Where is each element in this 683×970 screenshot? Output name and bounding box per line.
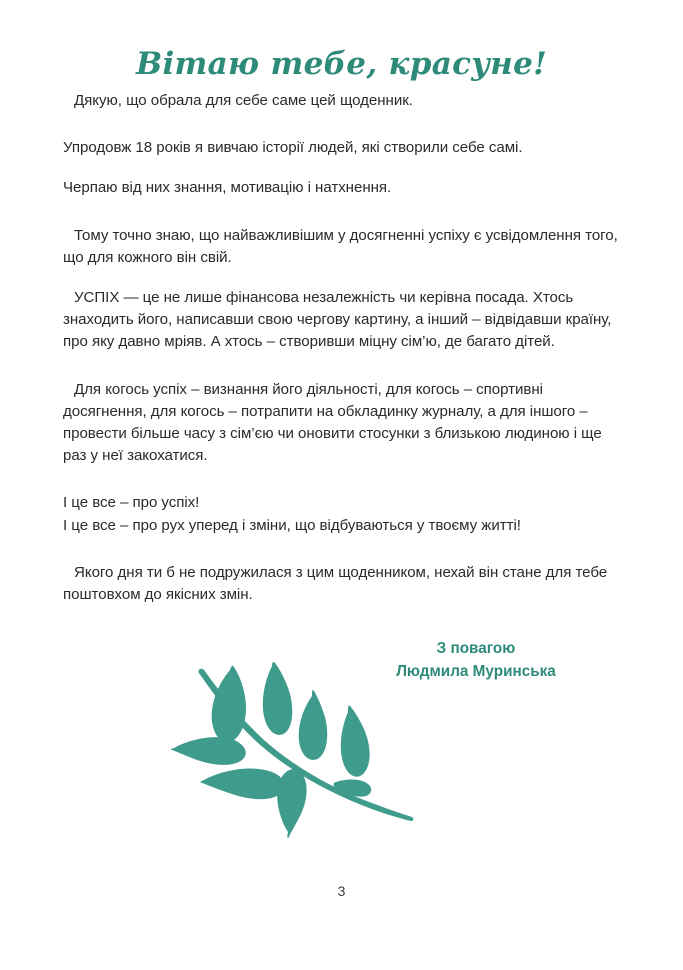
paragraph-about-change: І це все – про рух уперед і зміни, що відбуваються у твоєму житті!	[63, 516, 521, 534]
page-number: 3	[337, 883, 346, 899]
spacer	[63, 159, 621, 177]
spacer	[63, 200, 621, 225]
paragraph-years: Упродовж 18 років я вивчаю історії людей, які створили себе самі.	[63, 139, 523, 157]
body-text	[63, 90, 621, 606]
olive-branch-icon	[168, 662, 458, 842]
signature-name: Людмила Муринська	[396, 663, 556, 680]
paragraph-about-success: І це все – про успіх!	[63, 494, 200, 512]
spacer	[63, 112, 621, 137]
page-title: Вітаю тебе, красуне!	[135, 46, 547, 82]
paragraph-success-definition: УСПІХ — це не лише фінансова незалежність чи керівна посада. Хтось знаходить його, написавши свою чергову картину, а інший – відвідавши країну, про яку давно мріяв. А хтось – створивши міцну сім’ю, де багато дітей.	[63, 289, 612, 351]
signature-closing: З повагою	[436, 640, 516, 657]
spacer	[63, 269, 621, 287]
spacer	[63, 537, 621, 562]
paragraph-thanks: Дякую, що обрала для себе саме цей щоденник.	[74, 92, 413, 109]
spacer	[63, 467, 621, 492]
paragraph-awareness: Тому точно знаю, що найважливішим у досягненні успіху є усвідомлення того, що для кожного він свій.	[63, 226, 618, 266]
paragraph-inspiration: Черпаю від них знання, мотивацію і натхнення.	[63, 179, 392, 197]
paragraph-closing-wish: Якого дня ти б не подружилася з цим щоденником, нехай він стане для тебе поштовхом до якісних змін.	[63, 563, 608, 604]
spacer	[63, 354, 621, 379]
paragraph-success-forms: Для когось успіх – визнання його діяльності, для когось – спортивні досягнення, для когось – потрапити на обкладинку журналу, а для іншого – провести більше часу з сім’єю чи оновити стосунки з близькою людиною і ще раз у неї закохатися.	[63, 380, 602, 465]
